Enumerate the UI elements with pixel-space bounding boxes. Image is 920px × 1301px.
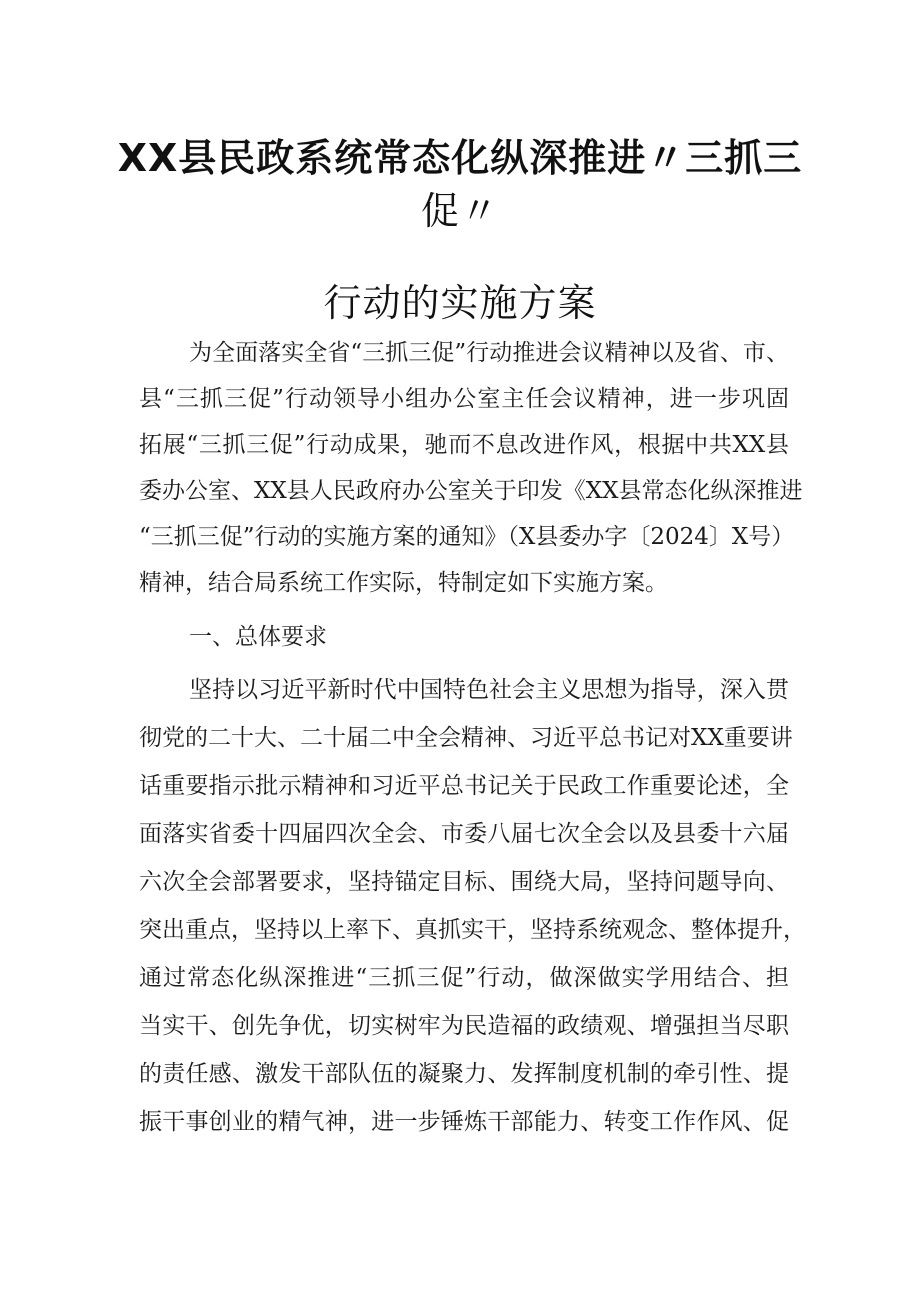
section1-line-9: 的责任感、激发干部队伍的凝聚力、发挥制度机制的牵引性、提 xyxy=(139,1061,789,1087)
intro-line-1: 为全面落实全省“三抓三促”行动推进会议精神以及省、市、 xyxy=(189,340,789,366)
section1-line-7: 通过常态化纵深推进“三抓三促”行动，做深做实学用结合、担 xyxy=(139,965,789,991)
section1-line-4: 面落实省委十四届四次全会、市委八届七次全会以及县委十六届 xyxy=(139,821,789,847)
section1-line-1: 坚持以习近平新时代中国特色社会主义思想为指导，深入贯 xyxy=(189,677,789,703)
section1-line-10: 振干事创业的精气神，进一步锤炼干部能力、转变工作作风、促 xyxy=(139,1109,789,1135)
section1-line-6: 突出重点，坚持以上率下、真抓实干，坚持系统观念、整体提升， xyxy=(139,917,806,943)
section1-line-2: 彻党的二十大、二十届二中全会精神、习近平总书记对XX重要讲 xyxy=(139,725,793,751)
section1-line-8: 当实干、创先争优，切实树牢为民造福的政绩观、增强担当尽职 xyxy=(139,1013,789,1039)
intro-line-4: 委办公室、XX县人民政府办公室关于印发《XX县常态化纵深推进 xyxy=(139,478,803,504)
section-heading-general-requirements: 一、总体要求 xyxy=(189,624,327,650)
intro-line-3: 拓展“三抓三促”行动成果，驰而不息改进作风，根据中共XX县 xyxy=(139,432,789,458)
section1-line-5: 六次全会部署要求，坚持锚定目标、围绕大局，坚持问题导向、 xyxy=(139,869,789,895)
intro-line-2: 县“三抓三促”行动领导小组办公室主任会议精神，进一步巩固 xyxy=(139,386,789,412)
title-line-3: 行动的实施方案 xyxy=(323,281,597,325)
title-line-2: 促〃 xyxy=(420,189,499,233)
intro-line-5: “三抓三促”行动的实施方案的通知》（X县委办字〔2024〕X号） xyxy=(139,524,795,550)
title-line-1: XX县民政系统常态化纵深推进〃三抓三 xyxy=(117,136,803,180)
intro-line-6: 精神，结合局系统工作实际，特制定如下实施方案。 xyxy=(139,570,668,596)
section1-line-3: 话重要指示批示精神和习近平总书记关于民政工作重要论述，全 xyxy=(139,773,789,799)
